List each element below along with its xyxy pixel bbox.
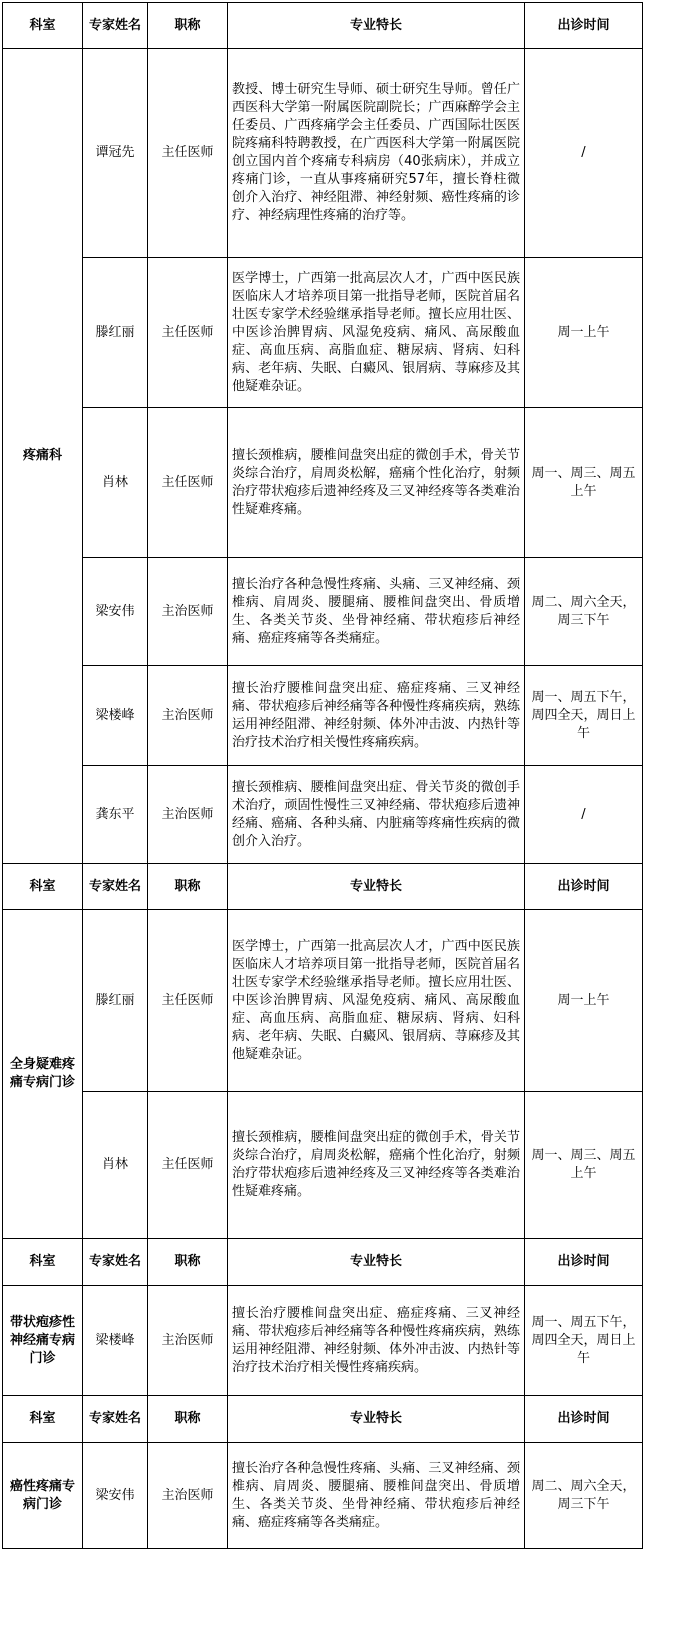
- doctor-specialty: 擅长治疗各种急慢性疼痛、头痛、三叉神经痛、颈椎病、肩周炎、腰腿痛、腰椎间盘突出、骨质增生、各类关节炎、坐骨神经痛、带状疱疹后神经痛、癌症疼痛等各类痛症。: [228, 1443, 525, 1549]
- dept-cell: 癌性疼痛专病门诊: [3, 1443, 83, 1549]
- clinic-time: 周二、周六全天，周三下午: [525, 558, 643, 666]
- doctor-specialty: 擅长治疗腰椎间盘突出症、癌症疼痛、三叉神经痛、带状疱疹后神经痛等各种慢性疼痛疾病，熟练运用神经阻滞、神经射频、体外冲击波、内热针等治疗技术治疗相关慢性疼痛疾病。: [228, 666, 525, 766]
- dept-cell: 疼痛科: [3, 49, 83, 864]
- header-time: 出诊时间: [525, 1396, 643, 1443]
- table-row: [3, 766, 643, 864]
- doctor-title: 主任医师: [148, 910, 228, 1092]
- header-row: [3, 1396, 643, 1443]
- table-row: [3, 49, 643, 258]
- table-row: [3, 1286, 643, 1396]
- header-dept: 科室: [3, 1396, 83, 1443]
- table-row: [3, 1443, 643, 1549]
- table-row: [3, 1092, 643, 1239]
- header-specialty: 专业特长: [228, 1396, 525, 1443]
- header-dept: 科室: [3, 864, 83, 910]
- doctor-title: 主治医师: [148, 766, 228, 864]
- header-title: 职称: [148, 1396, 228, 1443]
- doctor-name: 龚东平: [83, 766, 148, 864]
- doctor-specialty: 医学博士，广西第一批高层次人才，广西中医民族医临床人才培养项目第一批指导老师，医院首届名壮医专家学术经验继承指导老师。擅长应用壮医、中医诊治脾胃病、风湿免疫病、痛风、高尿酸血症、高血压病、高脂血症、糖尿病、肾病、妇科病、老年病、失眠、白癜风、银屑病、荨麻疹及其他疑难杂证。: [228, 258, 525, 408]
- doctor-title: 主治医师: [148, 1286, 228, 1396]
- clinic-time: /: [525, 766, 643, 864]
- doctor-specialty: 教授、博士研究生导师、硕士研究生导师。曾任广西医科大学第一附属医院副院长；广西麻醉学会主任委员、广西疼痛学会主任委员、广西国际壮医医院疼痛科特聘教授，在广西医科大学第一附属医院创立国内首个疼痛专科病房（40张病床），并成立疼痛门诊，一直从事疼痛研究57年，擅长脊柱微创介入治疗、神经阻滞、神经射频、癌性疼痛的诊疗、神经病理性疼痛的治疗等。: [228, 49, 525, 258]
- doctor-specialty: 医学博士，广西第一批高层次人才，广西中医民族医临床人才培养项目第一批指导老师，医院首届名壮医专家学术经验继承指导老师。擅长应用壮医、中医诊治脾胃病、风湿免疫病、痛风、高尿酸血症、高血压病、高脂血症、糖尿病、肾病、妇科病、老年病、失眠、白癜风、银屑病、荨麻疹及其他疑难杂证。: [228, 910, 525, 1092]
- clinic-time: 周一上午: [525, 258, 643, 408]
- header-name: 专家姓名: [83, 1396, 148, 1443]
- doctor-specialty: 擅长治疗各种急慢性疼痛、头痛、三叉神经痛、颈椎病、肩周炎、腰腿痛、腰椎间盘突出、骨质增生、各类关节炎、坐骨神经痛、带状疱疹后神经痛、癌症疼痛等各类痛症。: [228, 558, 525, 666]
- header-title: 职称: [148, 3, 228, 49]
- header-name: 专家姓名: [83, 3, 148, 49]
- header-time: 出诊时间: [525, 864, 643, 910]
- table-row: [3, 666, 643, 766]
- doctor-title: 主治医师: [148, 558, 228, 666]
- header-title: 职称: [148, 1239, 228, 1286]
- doctor-specialty: 擅长颈椎病，腰椎间盘突出症的微创手术，骨关节炎综合治疗，肩周炎松解，癌痛个性化治疗，射频治疗带状疱疹后遗神经疼及三叉神经疼等各类难治性疑难疼痛。: [228, 1092, 525, 1239]
- doctor-specialty: 擅长颈椎病，腰椎间盘突出症的微创手术，骨关节炎综合治疗，肩周炎松解，癌痛个性化治疗，射频治疗带状疱疹后遗神经疼及三叉神经疼等各类难治性疑难疼痛。: [228, 408, 525, 558]
- table-row: [3, 558, 643, 666]
- clinic-time: 周一、周五下午，周四全天，周日上午: [525, 666, 643, 766]
- header-specialty: 专业特长: [228, 1239, 525, 1286]
- doctor-title: 主治医师: [148, 1443, 228, 1549]
- clinic-time: /: [525, 49, 643, 258]
- doctor-name: 滕红丽: [83, 258, 148, 408]
- header-time: 出诊时间: [525, 3, 643, 49]
- dept-cell: 带状疱疹性神经痛专病门诊: [3, 1286, 83, 1396]
- doctor-title: 主任医师: [148, 408, 228, 558]
- clinic-time: 周一、周五下午，周四全天，周日上午: [525, 1286, 643, 1396]
- header-specialty: 专业特长: [228, 3, 525, 49]
- clinic-schedule-table: [2, 2, 643, 1549]
- header-specialty: 专业特长: [228, 864, 525, 910]
- doctor-name: 梁楼峰: [83, 666, 148, 766]
- header-row: [3, 3, 643, 49]
- doctor-name: 梁楼峰: [83, 1286, 148, 1396]
- header-row: [3, 1239, 643, 1286]
- header-row: [3, 864, 643, 910]
- header-time: 出诊时间: [525, 1239, 643, 1286]
- table-row: [3, 910, 643, 1092]
- clinic-time: 周一、周三、周五上午: [525, 1092, 643, 1239]
- header-dept: 科室: [3, 3, 83, 49]
- dept-cell: 全身疑难疼痛专病门诊: [3, 910, 83, 1239]
- doctor-name: 梁安伟: [83, 558, 148, 666]
- doctor-title: 主任医师: [148, 49, 228, 258]
- doctor-name: 肖林: [83, 408, 148, 558]
- doctor-specialty: 擅长治疗腰椎间盘突出症、癌症疼痛、三叉神经痛、带状疱疹后神经痛等各种慢性疼痛疾病，熟练运用神经阻滞、神经射频、体外冲击波、内热针等治疗技术治疗相关慢性疼痛疾病。: [228, 1286, 525, 1396]
- header-name: 专家姓名: [83, 1239, 148, 1286]
- doctor-name: 肖林: [83, 1092, 148, 1239]
- doctor-title: 主任医师: [148, 258, 228, 408]
- clinic-time: 周二、周六全天，周三下午: [525, 1443, 643, 1549]
- doctor-name: 滕红丽: [83, 910, 148, 1092]
- clinic-time: 周一、周三、周五上午: [525, 408, 643, 558]
- header-name: 专家姓名: [83, 864, 148, 910]
- header-title: 职称: [148, 864, 228, 910]
- table-row: [3, 258, 643, 408]
- doctor-name: 谭冠先: [83, 49, 148, 258]
- doctor-title: 主治医师: [148, 666, 228, 766]
- doctor-name: 梁安伟: [83, 1443, 148, 1549]
- doctor-specialty: 擅长颈椎病、腰椎间盘突出症、骨关节炎的微创手术治疗，顽固性慢性三叉神经痛、带状疱疹后遗神经痛、癌痛、各种头痛、内脏痛等疼痛性疾病的微创介入治疗。: [228, 766, 525, 864]
- clinic-time: 周一上午: [525, 910, 643, 1092]
- header-dept: 科室: [3, 1239, 83, 1286]
- doctor-title: 主任医师: [148, 1092, 228, 1239]
- table-row: [3, 408, 643, 558]
